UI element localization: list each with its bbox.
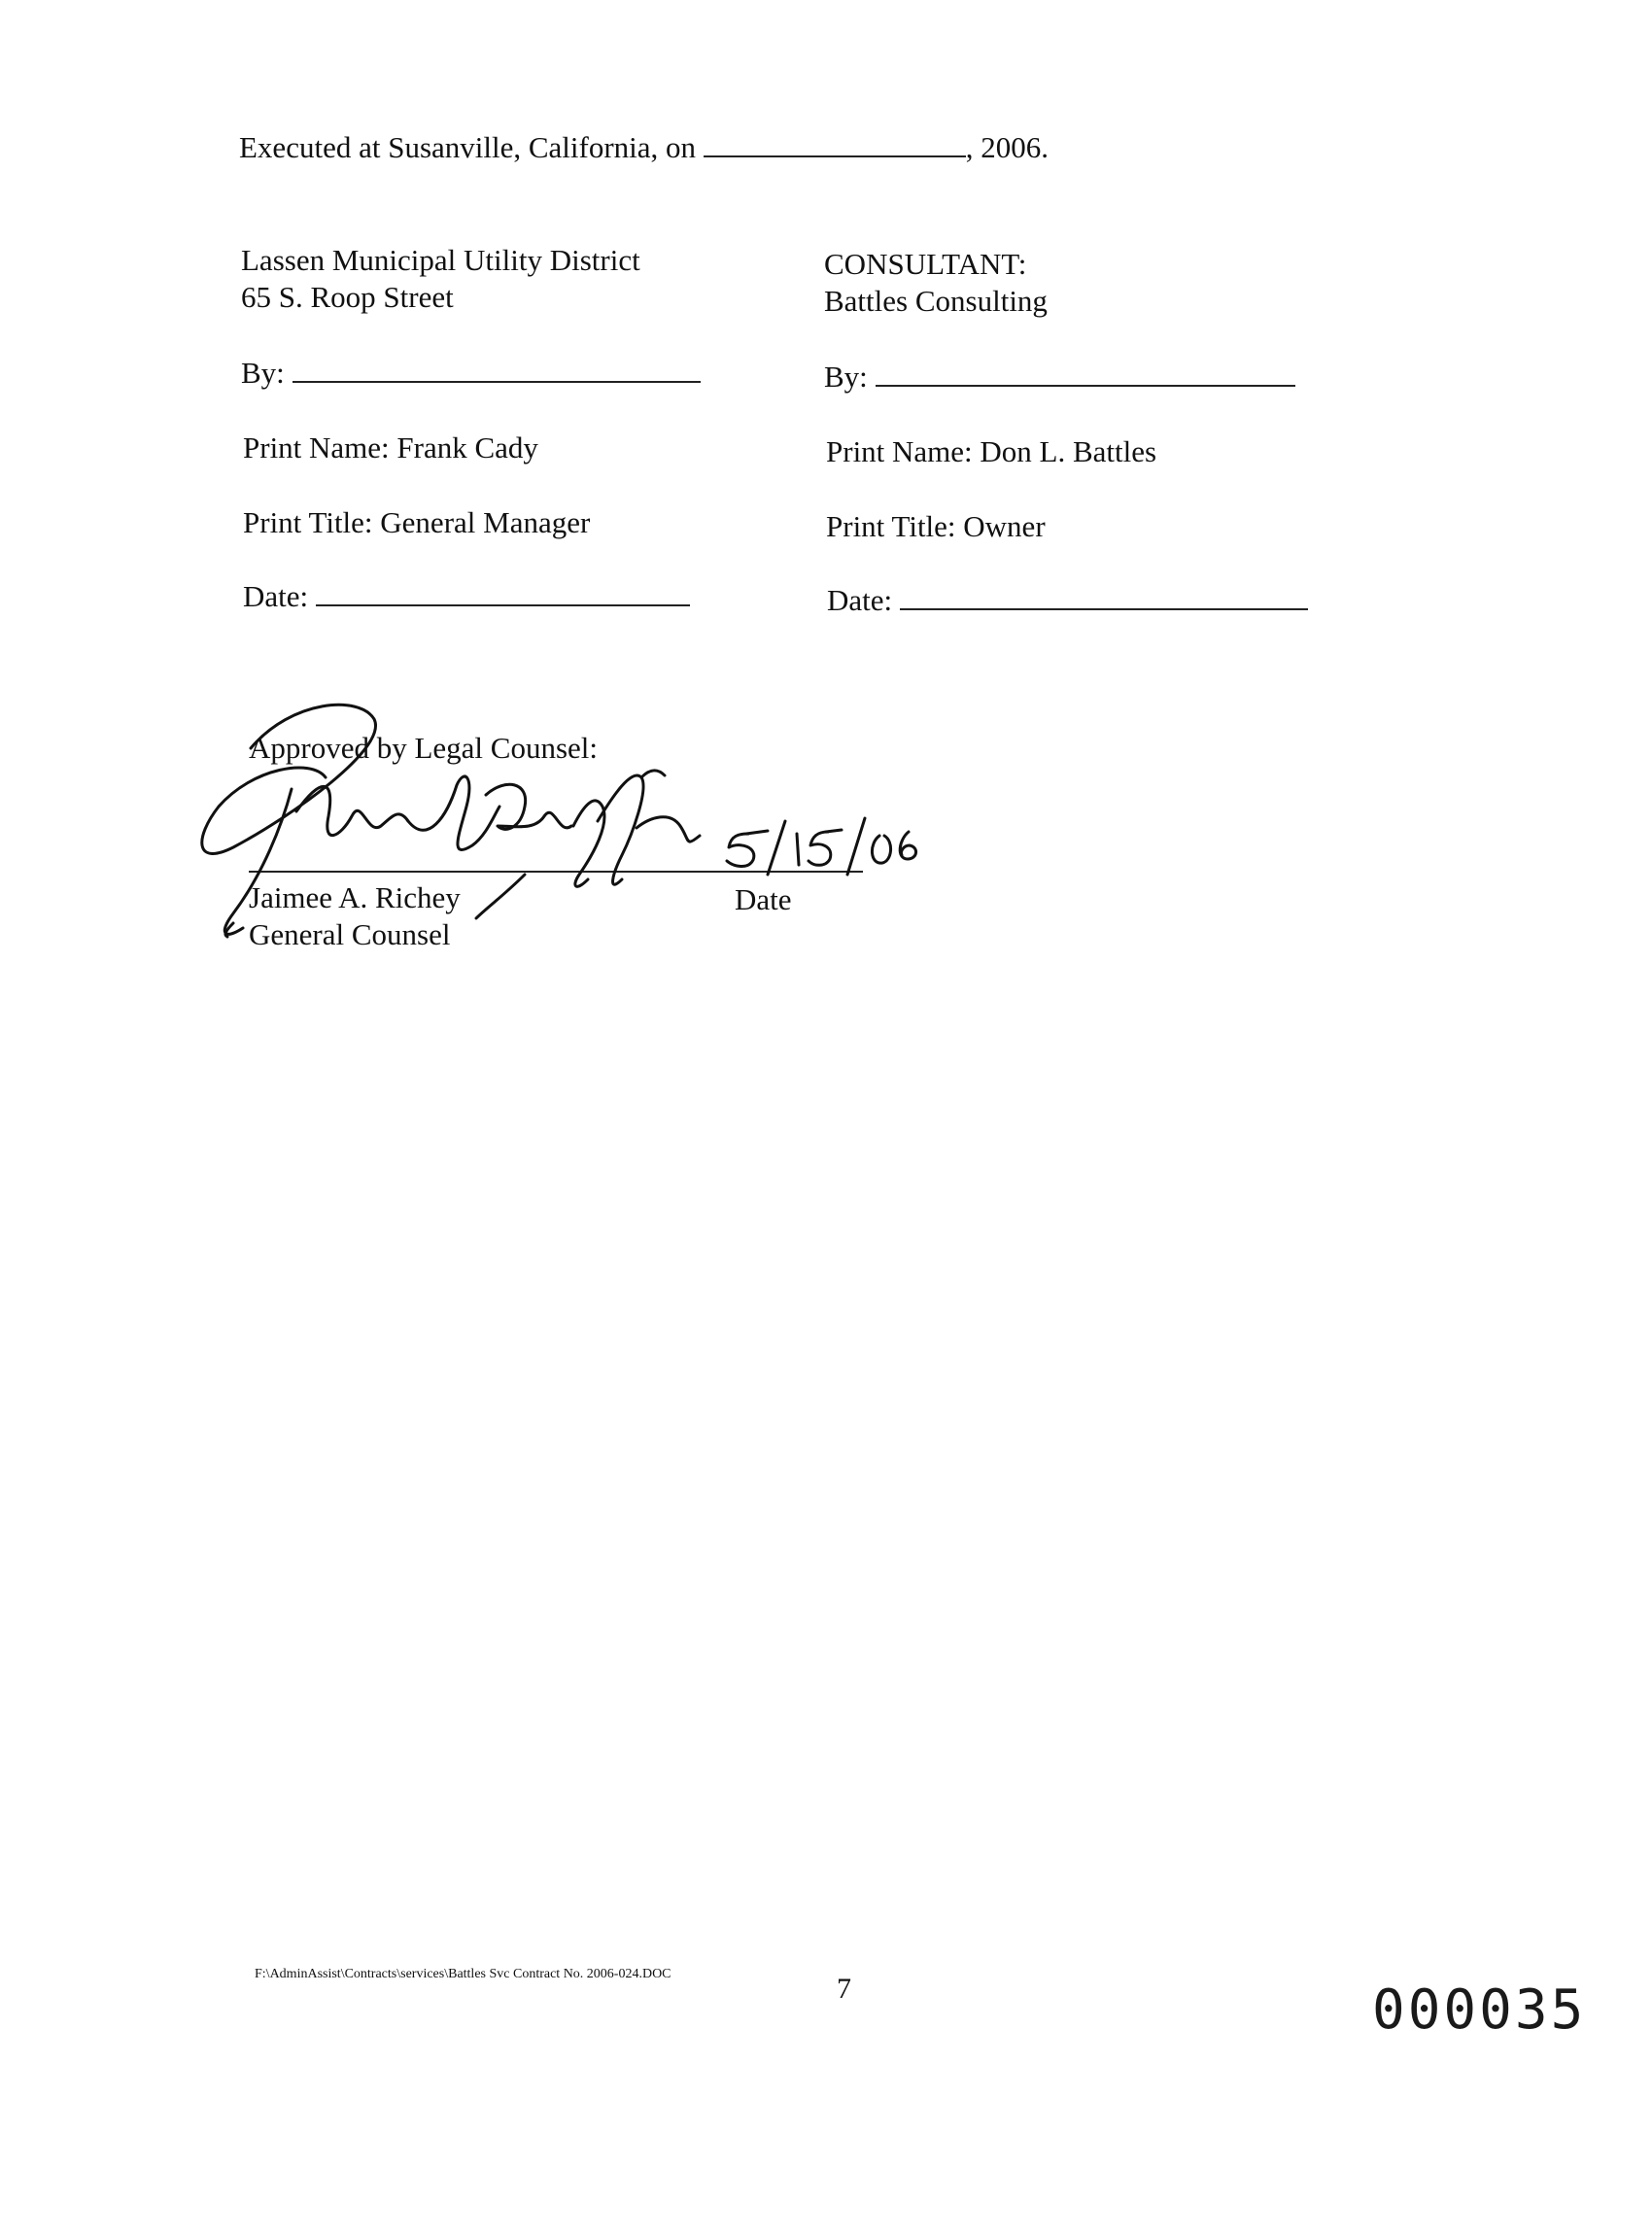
consultant-print-title: Print Title: Owner	[826, 509, 1046, 543]
district-by-label: By:	[241, 356, 285, 390]
consultant-name: Battles Consulting	[824, 284, 1048, 318]
consultant-print-name: Print Name: Don L. Battles	[826, 434, 1157, 468]
district-address: 65 S. Roop Street	[241, 280, 454, 314]
legal-signer-title: General Counsel	[249, 917, 451, 951]
district-date-label: Date:	[243, 579, 309, 613]
consultant-date-label: Date:	[827, 583, 893, 617]
consultant-by-label: By:	[824, 360, 868, 394]
district-print-name: Print Name: Frank Cady	[243, 430, 538, 464]
consultant-heading: CONSULTANT:	[824, 247, 1027, 281]
execution-suffix: , 2006.	[965, 130, 1050, 164]
bates-number: 000035	[1372, 1978, 1587, 2042]
page-number: 7	[837, 1973, 851, 2005]
legal-signer-name: Jaimee A. Richey	[249, 880, 461, 914]
district-print-title: Print Title: General Manager	[243, 505, 591, 539]
legal-date-label: Date	[735, 882, 792, 916]
district-name: Lassen Municipal Utility District	[241, 243, 640, 277]
legal-approved-label: Approved by Legal Counsel:	[249, 731, 599, 765]
footer-file-path: F:\AdminAssist\Contracts\services\Battles Svc Contract No. 2006-024.DOC	[255, 1967, 671, 1981]
execution-prefix: Executed at Susanville, California, on	[239, 130, 697, 164]
